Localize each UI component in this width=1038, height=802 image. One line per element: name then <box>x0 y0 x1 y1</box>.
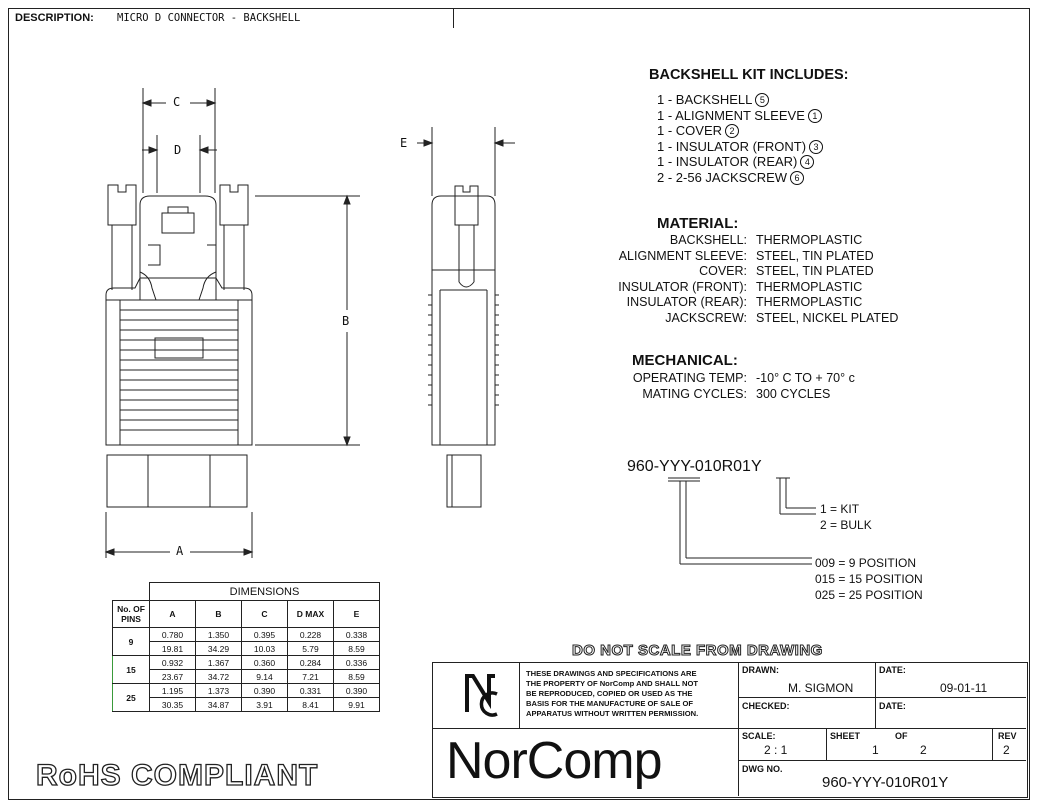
kit-option-1: 1 = KIT <box>820 502 860 516</box>
position-option-3: 025 = 25 POSITION <box>815 588 923 602</box>
norcomp-logo <box>463 672 505 718</box>
kit-title: BACKSHELL KIT INCLUDES: <box>649 67 849 83</box>
rohs-compliant: RoHS COMPLIANT <box>36 759 319 792</box>
table-cell: 9.91 <box>334 698 380 712</box>
material-label: COVER: <box>699 264 747 279</box>
drawn-label: DRAWN: <box>742 665 779 675</box>
dwg-label: DWG NO. <box>742 764 783 774</box>
kit-option-2: 2 = BULK <box>820 518 872 532</box>
pins-cell: 25 <box>113 684 150 712</box>
col-header: D MAX <box>288 601 334 628</box>
dim-label-b: B <box>342 314 350 328</box>
table-cell: 1.373 <box>196 684 242 698</box>
callout-circle: 2 <box>725 124 739 138</box>
date2-label: DATE: <box>879 701 906 711</box>
table-cell: 0.336 <box>334 656 380 670</box>
rev-label: REV <box>998 731 1017 741</box>
material-label: INSULATOR (FRONT): <box>618 279 747 294</box>
material-labels <box>560 233 747 327</box>
dwg-value: 960-YYY-010R01Y <box>822 774 949 791</box>
material-value: THERMOPLASTIC <box>756 295 863 310</box>
checked-label: CHECKED: <box>742 701 790 711</box>
pins-header: No. OF PINS <box>113 601 150 628</box>
material-value: STEEL, NICKEL PLATED <box>756 310 899 325</box>
tb-line <box>432 728 738 729</box>
tb-line <box>992 728 993 760</box>
mechanical-label: MATING CYCLES: <box>642 386 747 401</box>
material-title: MATERIAL: <box>657 215 739 232</box>
kit-item: 1 - INSULATOR (REAR) 4 <box>657 154 823 170</box>
table-row <box>113 628 380 642</box>
material-value: STEEL, TIN PLATED <box>756 264 874 279</box>
material-value: STEEL, TIN PLATED <box>756 248 874 263</box>
material-value: THERMOPLASTIC <box>756 279 863 294</box>
table-cell: 9.14 <box>242 670 288 684</box>
table-cell: 34.72 <box>196 670 242 684</box>
mechanical-values <box>756 371 855 402</box>
pins-cell: 15 <box>113 656 150 684</box>
tb-line <box>738 728 1026 729</box>
table-cell: 1.350 <box>196 628 242 642</box>
date-label: DATE: <box>879 665 906 675</box>
table-cell: 30.35 <box>150 698 196 712</box>
table-cell: 34.29 <box>196 642 242 656</box>
table-cell: 3.91 <box>242 698 288 712</box>
pins-cell: 9 <box>113 628 150 656</box>
scale-label: SCALE: <box>742 731 776 741</box>
kit-item: 1 - ALIGNMENT SLEEVE 1 <box>657 108 823 124</box>
do-not-scale-notice: DO NOT SCALE FROM DRAWING <box>572 642 823 659</box>
col-header: C <box>242 601 288 628</box>
table-cell: 0.390 <box>334 684 380 698</box>
material-value: THERMOPLASTIC <box>756 233 863 247</box>
drawn-value: M. SIGMON <box>788 681 854 695</box>
table-row <box>113 656 380 670</box>
dim-label-c: C <box>173 95 181 109</box>
callout-circle: 4 <box>800 155 814 169</box>
table-cell: 7.21 <box>288 670 334 684</box>
tb-line <box>738 697 1026 698</box>
dim-label-d: D <box>174 143 182 157</box>
kit-item: 2 - 2-56 JACKSCREW 6 <box>657 170 823 186</box>
table-row <box>113 684 380 698</box>
table-cell: 8.59 <box>334 642 380 656</box>
mechanical-labels <box>560 371 747 402</box>
table-cell: 0.395 <box>242 628 288 642</box>
material-label: JACKSCREW: <box>665 310 747 325</box>
position-option-2: 015 = 15 POSITION <box>815 572 923 586</box>
callout-circle: 3 <box>809 140 823 154</box>
mechanical-value: 300 CYCLES <box>756 386 831 401</box>
callout-circle: 1 <box>808 109 822 123</box>
description-value: MICRO D CONNECTOR - BACKSHELL <box>117 12 301 24</box>
table-cell: 0.338 <box>334 628 380 642</box>
sheet-label: SHEET <box>830 731 861 741</box>
description-label: DESCRIPTION: <box>15 12 94 24</box>
of-value: 2 <box>920 743 927 757</box>
table-cell: 5.79 <box>288 642 334 656</box>
table-cell: 19.81 <box>150 642 196 656</box>
scale-value: 2 : 1 <box>764 743 788 757</box>
table-cell: 1.195 <box>150 684 196 698</box>
callout-circle: 6 <box>790 171 804 185</box>
table-cell: 0.780 <box>150 628 196 642</box>
table-cell: 10.03 <box>242 642 288 656</box>
table-cell: 34.87 <box>196 698 242 712</box>
company-name: NorComp <box>446 732 662 790</box>
rev-value: 2 <box>1003 743 1010 757</box>
kit-item: 1 - BACKSHELL 5 <box>657 92 823 108</box>
table-cell: 0.360 <box>242 656 288 670</box>
tb-line <box>738 662 739 796</box>
dimensions-title: DIMENSIONS <box>150 583 380 601</box>
table-cell: 8.41 <box>288 698 334 712</box>
table-cell: 0.228 <box>288 628 334 642</box>
sheet-value: 1 <box>872 743 879 757</box>
table-row <box>113 642 380 656</box>
tb-line <box>738 760 1026 761</box>
proprietary-notice: THESE DRAWINGS AND SPECIFICATIONS ARE THE PROPERTY OF NorComp AND SHALL NOT BE REPRODUCED, COPIED OR USED AS THE BASIS FOR THE MANUFACTURE OF SALE OF APPARATUS WITHOUT WRITTEN PERMISSION. <box>526 669 699 718</box>
dimensions-table <box>112 582 380 712</box>
material-values <box>756 233 898 327</box>
kit-item: 1 - COVER 2 <box>657 123 823 139</box>
tb-line <box>875 662 876 728</box>
date-value: 09-01-11 <box>940 681 988 695</box>
col-header: A <box>150 601 196 628</box>
material-label: ALIGNMENT SLEEVE: <box>618 248 747 263</box>
tb-line <box>826 728 827 760</box>
mechanical-title: MECHANICAL: <box>632 352 738 369</box>
table-cell: 1.367 <box>196 656 242 670</box>
material-label: BACKSHELL: <box>669 233 747 247</box>
tb-line <box>519 662 520 728</box>
table-cell: 0.932 <box>150 656 196 670</box>
part-number: 960-YYY-010R01Y <box>627 458 762 475</box>
table-cell: 0.331 <box>288 684 334 698</box>
kit-item: 1 - INSULATOR (FRONT) 3 <box>657 139 823 155</box>
col-header: E <box>334 601 380 628</box>
table-cell: 0.284 <box>288 656 334 670</box>
table-row <box>113 698 380 712</box>
table-cell: 0.390 <box>242 684 288 698</box>
col-header: B <box>196 601 242 628</box>
mechanical-label: OPERATING TEMP: <box>632 371 747 385</box>
callout-circle: 5 <box>755 93 769 107</box>
material-label: INSULATOR (REAR): <box>626 295 747 310</box>
table-row <box>113 670 380 684</box>
table-cell: 23.67 <box>150 670 196 684</box>
dim-label-e: E <box>400 136 408 150</box>
kit-list <box>657 92 823 186</box>
table-cell: 8.59 <box>334 670 380 684</box>
position-option-1: 009 = 9 POSITION <box>815 556 917 570</box>
of-label: OF <box>895 731 908 741</box>
mechanical-value: -10° C TO + 70° c <box>756 371 855 385</box>
dim-label-a: A <box>176 544 184 558</box>
